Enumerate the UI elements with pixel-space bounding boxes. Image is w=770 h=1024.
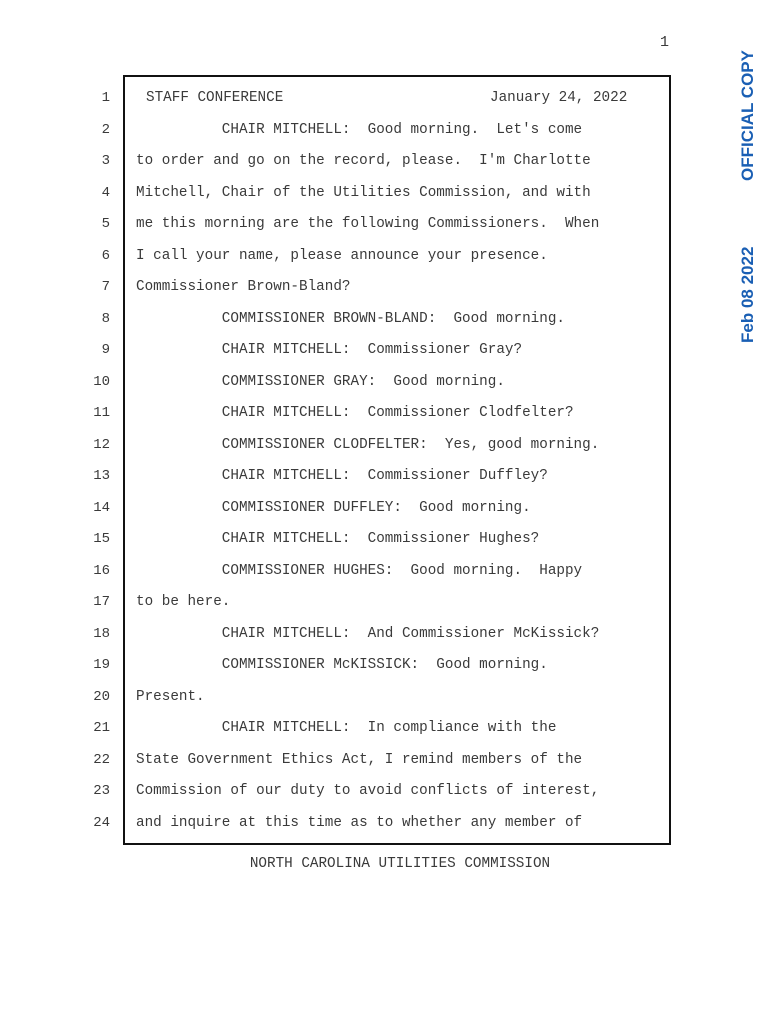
line-number: 5	[101, 216, 110, 232]
transcript-line: CHAIR MITCHELL: Commissioner Duffley?	[136, 468, 548, 484]
line-number: 7	[101, 279, 110, 295]
line-number: 4	[101, 185, 110, 201]
transcript-line: COMMISSIONER GRAY: Good morning.	[136, 374, 505, 390]
transcript-line: CHAIR MITCHELL: Commissioner Hughes?	[136, 531, 540, 547]
transcript-line: CHAIR MITCHELL: Commissioner Clodfelter?	[136, 405, 574, 421]
transcript-line: COMMISSIONER BROWN-BLAND: Good morning.	[136, 311, 565, 327]
transcript-line: COMMISSIONER CLODFELTER: Yes, good morning.	[136, 437, 600, 453]
transcript-line: me this morning are the following Commissioners. When	[136, 216, 600, 232]
line-number: 10	[93, 374, 110, 390]
official-copy-stamp: OFFICIAL COPY	[738, 50, 757, 181]
line-number: 13	[93, 468, 110, 484]
transcript-line: I call your name, please announce your presence.	[136, 248, 548, 264]
line-number: 8	[101, 311, 110, 327]
line-number: 11	[93, 405, 110, 421]
line-number: 22	[93, 752, 110, 768]
filing-date-stamp: Feb 08 2022	[738, 246, 757, 343]
page-number: 1	[660, 34, 670, 51]
line-number: 9	[101, 342, 110, 358]
transcript-line: COMMISSIONER DUFFLEY: Good morning.	[136, 500, 531, 516]
line-number: 3	[101, 153, 110, 169]
transcript-line: and inquire at this time as to whether any member of	[136, 815, 583, 831]
line-number: 6	[101, 248, 110, 264]
line-number: 17	[93, 594, 110, 610]
transcript-line: Present.	[136, 689, 205, 705]
line-number: 24	[93, 815, 110, 831]
transcript-line: State Government Ethics Act, I remind members of the	[136, 752, 583, 768]
line-number: 1	[101, 90, 110, 106]
line-number: 12	[93, 437, 110, 453]
header-date: January 24, 2022	[490, 90, 628, 106]
line-number: 19	[93, 657, 110, 673]
transcript-line: Commissioner Brown-Bland?	[136, 279, 351, 295]
transcript-line: CHAIR MITCHELL: In compliance with the	[136, 720, 557, 736]
line-number: 18	[93, 626, 110, 642]
line-number: 15	[93, 531, 110, 547]
line-number: 14	[93, 500, 110, 516]
transcript-line: to order and go on the record, please. I'm Charlotte	[136, 153, 591, 169]
header-title: STAFF CONFERENCE	[146, 90, 284, 106]
footer: NORTH CAROLINA UTILITIES COMMISSION	[249, 856, 551, 872]
transcript-line: COMMISSIONER HUGHES: Good morning. Happy	[136, 563, 583, 579]
line-number: 23	[93, 783, 110, 799]
transcript-line: CHAIR MITCHELL: Good morning. Let's come	[136, 122, 583, 138]
transcript-line: to be here.	[136, 594, 231, 610]
line-number: 21	[93, 720, 110, 736]
transcript-line: CHAIR MITCHELL: And Commissioner McKissick?	[136, 626, 600, 642]
line-number: 2	[101, 122, 110, 138]
transcript-line: Mitchell, Chair of the Utilities Commission, and with	[136, 185, 591, 201]
line-number: 16	[93, 563, 110, 579]
line-number: 20	[93, 689, 110, 705]
transcript-line: COMMISSIONER McKISSICK: Good morning.	[136, 657, 548, 673]
transcript-line: Commission of our duty to avoid conflicts of interest,	[136, 783, 600, 799]
transcript-line: CHAIR MITCHELL: Commissioner Gray?	[136, 342, 523, 358]
